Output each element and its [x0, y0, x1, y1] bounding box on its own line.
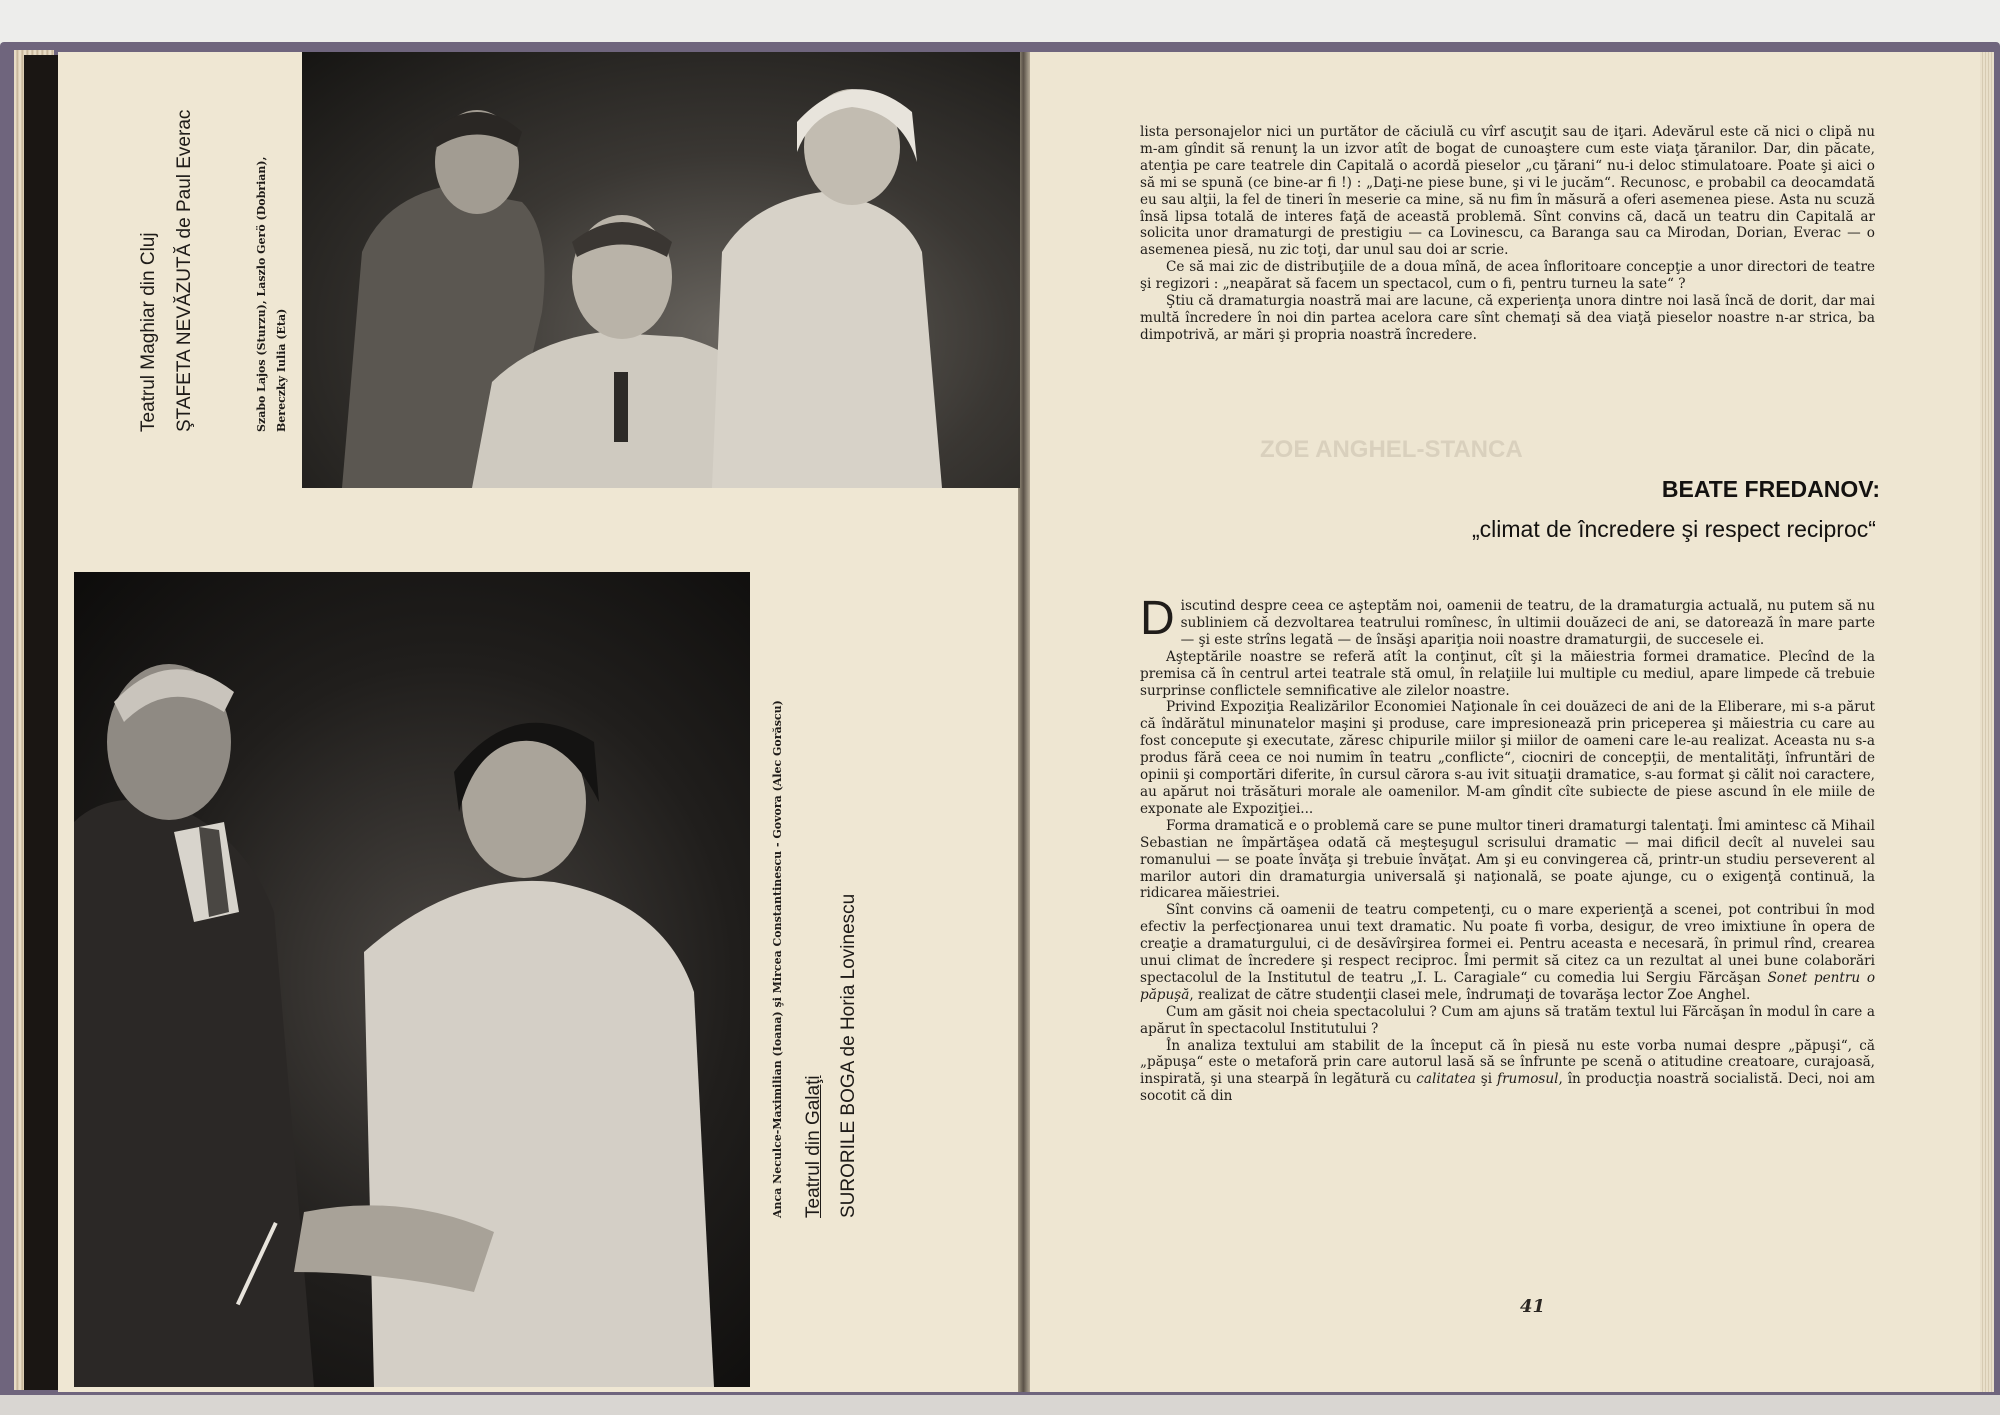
caption-theatre-galati: Teatrul din Galaţi	[803, 1075, 824, 1218]
drop-cap: D	[1140, 592, 1175, 645]
page-number: 41	[1520, 1296, 1546, 1317]
paragraph-text: , realizat de către studenţii clasei mele, îndrumaţi de tovarăşa lector Zoe Anghel.	[1189, 986, 1751, 1003]
photo-stafeta-nevazuta	[302, 52, 1020, 488]
article-first-paragraph	[1140, 592, 1875, 649]
article-paragraph: Privind Expoziţia Realizărilor Economiei Naţionale în cei douăzeci de ani de la Eliberare, mi s-a părut că îndărătul minunatelor maşini şi produse, care impresionează prin priceperea şi măiestria cu care au fost concepute şi executate, zăresc chipurile miilor şi miilor de oameni care le-au realizat. Aceasta nu s-a produs fără ceea ce noi numim în teatru „conflicte“, ciocniri de concepţii, de mentalităţi, înfruntări de opinii şi comportări diferite, în cursul cărora s-au ivit situaţii dramatice, s-au format şi călit noi caractere, au apărut noi trăsături morale ale oamenilor. M-am gîndit cîte subiecte de piese ascund în ele miile de exponate ale Expoziţiei...	[1140, 699, 1875, 817]
intro-paragraph: Ce să mai zic de distribuţiile de a doua mînă, de acea înfloritoare concepţie a unor directori de teatre şi regizori : „neapărat să facem un spectacol, cum o fi, pentru turneu la sate“ ?	[1140, 259, 1875, 293]
emphasis-italic: frumosul	[1497, 1071, 1559, 1088]
article-paragraph: Forma dramatică e o problemă care se pune multor tineri dramaturgi talentaţi. Îmi amintesc că Mihail Sebastian ne împărtăşea odată că meşteşugul scrisului dramatic — mai dificil decît al nuvelei sau romanului — se poate învăţa şi trebuie învăţat. Am şi eu convingerea că, printr-un studiu perseverent al marilor autori din dramaturgia universală şi naţională, se poate ajunge, cu o exigenţă continuă, la ridicarea măiestriei.	[1140, 817, 1875, 902]
caption-play-surorile: SURORILE BOGA de Horia Lovinescu	[838, 893, 859, 1218]
paragraph-text: Sînt convins că oamenii de teatru competenţi, cu o mare experienţă a scenei, pot contribui în mod efectiv la perfecţionarea unui text dramatic. Nu poate fi vorba, desigur, de vreo imixtiune în opera de creaţie a dramaturgului, ci de desăvîrşirea formei ei. Pentru aceasta e necesară, în primul rînd, crearea unui climat de încredere şi respect reciproc. Îmi permit să citez ca un rezultat al unei bune colaborări spectacolul de la Institutul de teatru „I. L. Caragiale“ cu comedia lui Sergiu Fărcăşan	[1140, 902, 1875, 986]
play-title-italic: Sonet pentru o păpuşă	[1140, 969, 1876, 1003]
emphasis-italic: calitatea	[1416, 1071, 1476, 1088]
intro-text-block	[1140, 124, 1875, 344]
page-edges-right	[1980, 52, 1994, 1392]
article-paragraph	[1140, 902, 1875, 1003]
article-paragraph: Cum am găsit noi cheia spectacolului ? Cum am ajuns să tratăm textul lui Fărcăşan în modul în care a apărut în spectacolul Institutului ?	[1140, 1003, 1875, 1037]
article-author: BEATE FREDANOV:	[1661, 476, 1880, 502]
article-body	[1140, 592, 1876, 1105]
photo-surorile-boga	[74, 572, 750, 1387]
paragraph-text: şi	[1475, 1071, 1498, 1088]
left-inner-shadow	[24, 55, 58, 1390]
intro-paragraph: lista personajelor nici un purtător de căciulă cu vîrf ascuţit sau de iţari. Adevărul este că nici o clipă nu m-am gîndit să renunţ la un izvor atît de bogat de cunoaştere cum este viaţa ţăranilor. Dar, din păcate, atenţia pe care teatrele din Capitală o acordă pieselor „cu ţărani“ nu-i deloc stimulatoare. Poate şi aici o să mi se spună (ce bine-ar fi !) : „Daţi-ne piese bune, şi vi le jucăm“. Recunosc, e probabil ca deocamdată eu sau alţii, la fel de tineri în meserie ca mine, să nu fim în măsură a oferi asemenea piese. Asta nu scuză însă lipsa totală de interes faţă de această problemă. Sînt convins că, dacă un teatru din Capitală ar solicita unor dramaturgi de prestigiu — ca Lovinescu, ca Baranga sau ca Mirodan, Dorian, Everac — o asemenea piesă, nu zic toţi, dar unul sau doi ar scrie.	[1140, 124, 1875, 259]
paragraph-text: , în producţia noastră socialistă. Deci, noi am socotit că din	[1140, 1071, 1875, 1105]
article-paragraph	[1140, 1038, 1875, 1106]
paragraph-text: În analiza textului am stabilit de la început că în piesă nu este vorba numai despre „păpuşi“, că „păpuşa“ este o metaforă prin care autorul lasă să se înfrunte pe scenă o atitudine creatoare, curajoasă, inspirată, şi una stearpă în legătură cu	[1140, 1037, 1875, 1088]
caption-theatre-cluj: Teatrul Maghiar din Cluj	[138, 232, 159, 432]
caption-cast-stafeta-2: Bereczky Iulia (Eta)	[275, 308, 288, 432]
caption-cast-stafeta-1: Szabo Lajos (Sturzu), Laszlo Gerö (Dobrian),	[255, 156, 268, 432]
article-title: „climat de încredere şi respect reciproc“	[1472, 516, 1876, 542]
show-through-text: ZOE ANGHEL-STANCA	[1260, 436, 1523, 463]
first-paragraph-text: iscutind despre ceea ce aşteptăm noi, oamenii de teatru, de la dramaturgia actuală, nu putem să nu subliniem că dezvoltarea teatrului romînesc, în ultimii douăzeci de ani, se datorează în mare parte — şi este strîns legată — de însăşi apariţia noii noastre dramaturgii, de succesele ei.	[1180, 598, 1875, 648]
caption-play-stafeta: ŞTAFETA NEVĂZUTĂ de Paul Everac	[174, 109, 195, 432]
intro-paragraph: Ştiu că dramaturgia noastră mai are lacune, că experienţa unora dintre noi lasă încă de dorit, dar mai multă încredere în noi din partea acelora care sînt chemaţi să dea viaţă pieselor noastre n-ar strica, ba dimpotrivă, ar mări şi propria noastră încredere.	[1140, 293, 1875, 343]
article-paragraph: Aşteptările noastre se referă atît la conţinut, cît şi la măiestria formei dramatice. Plecînd de la premisa că în centrul artei teatrale stă omul, în relaţiile lui multiple cu mediul, apare limpede că trebuie surprinse conflictele semnificative ale zilelor noastre.	[1140, 648, 1875, 699]
background-bottom	[0, 1395, 2000, 1415]
caption-cast-surorile: Anca Neculce-Maximilian (Ioana) şi Mircea Constantinescu - Govora (Alec Gorăscu)	[771, 700, 784, 1218]
